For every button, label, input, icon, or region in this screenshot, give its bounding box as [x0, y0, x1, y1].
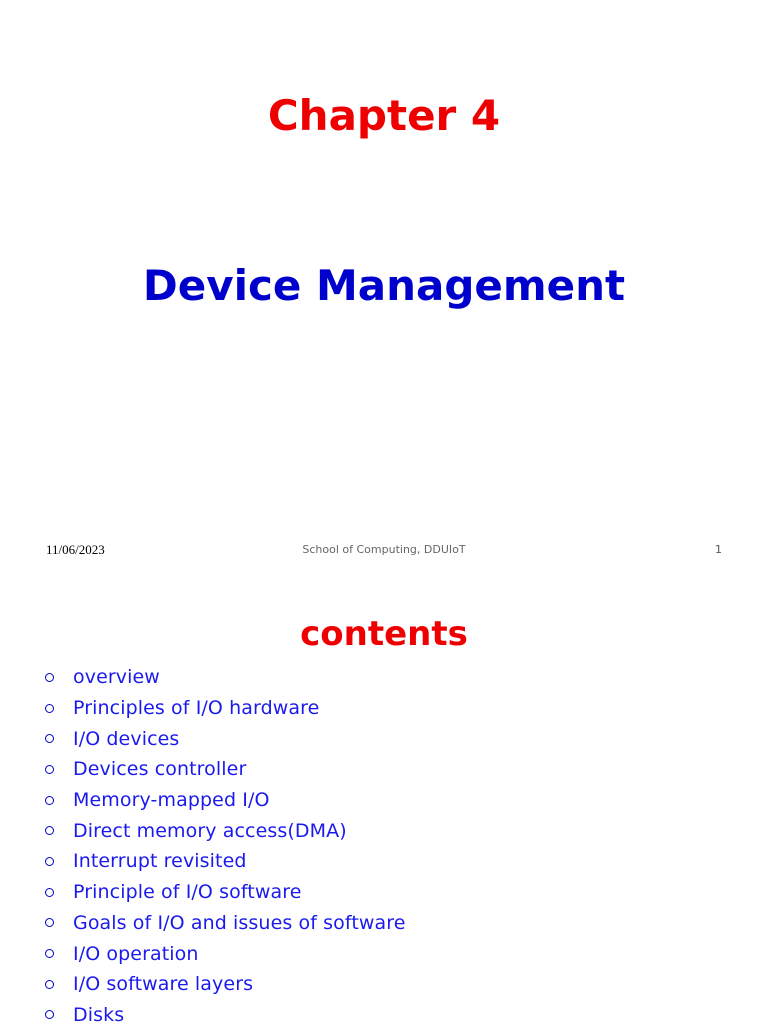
circle-bullet-icon [45, 918, 54, 927]
list-item [44, 877, 406, 908]
list-item [44, 908, 406, 939]
list-item-label: Goals of I/O and issues of software [73, 911, 406, 934]
circle-bullet-icon [45, 673, 54, 682]
list-item [44, 938, 406, 969]
slide-title: Device Management [142, 261, 626, 310]
circle-bullet-icon [45, 826, 54, 835]
list-item-label: I/O software layers [73, 973, 254, 996]
footer-date: 11/06/2023 [46, 542, 105, 557]
list-item-label: Principles of I/O hardware [73, 697, 320, 720]
list-item [44, 693, 406, 724]
list-item [44, 723, 406, 754]
list-item-label: I/O operation [73, 942, 199, 965]
list-item [44, 754, 406, 785]
circle-bullet-icon [45, 1010, 54, 1019]
list-item-label: overview [73, 666, 160, 689]
list-item-label: Disks [73, 1003, 125, 1024]
circle-bullet-icon [45, 980, 54, 989]
footer-page-number: 1 [715, 543, 722, 556]
footer-institution: School of Computing, DDUIoT [302, 543, 466, 556]
list-item-label: Memory-mapped I/O [73, 789, 270, 812]
circle-bullet-icon [45, 949, 54, 958]
list-item-label: I/O devices [73, 727, 180, 750]
list-item-label: Direct memory access(DMA) [73, 819, 347, 842]
circle-bullet-icon [45, 734, 54, 743]
circle-bullet-icon [45, 704, 54, 713]
circle-bullet-icon [45, 796, 54, 805]
list-item-label: Principle of I/O software [73, 881, 302, 904]
circle-bullet-icon [45, 888, 54, 897]
list-item [44, 969, 406, 1000]
chapter-heading: Chapter 4 [267, 91, 501, 140]
list-item-label: Devices controller [73, 758, 247, 781]
contents-heading: contents [300, 614, 468, 654]
list-item [44, 662, 406, 693]
contents-slide [0, 576, 768, 1024]
contents-list [44, 662, 406, 1024]
list-item [44, 815, 406, 846]
list-item-label: Interrupt revisited [73, 850, 247, 873]
list-item [44, 846, 406, 877]
list-item [44, 785, 406, 816]
list-item [44, 1000, 406, 1024]
circle-bullet-icon [45, 857, 54, 866]
circle-bullet-icon [45, 765, 54, 774]
